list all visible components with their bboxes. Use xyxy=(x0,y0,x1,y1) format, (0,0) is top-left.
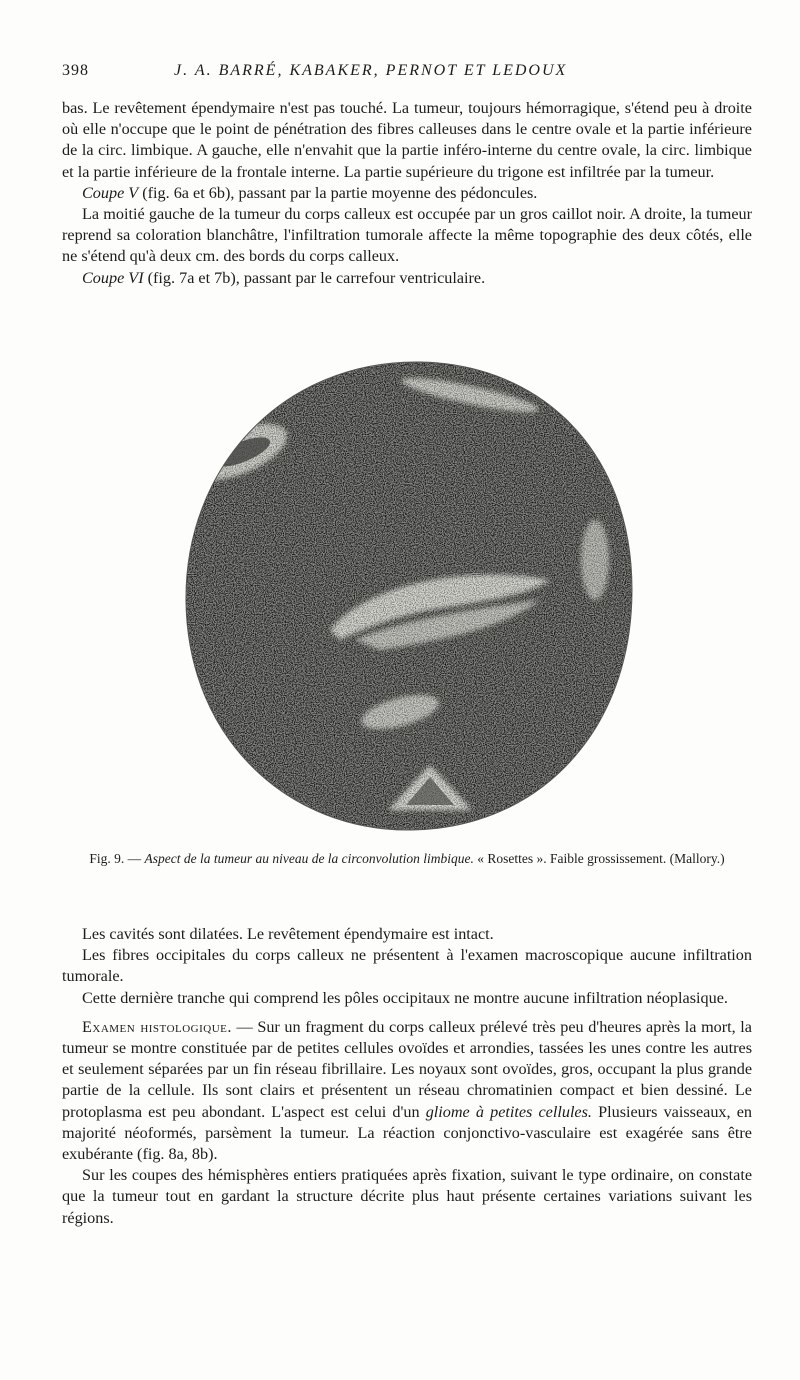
paragraph-coupe-vi xyxy=(62,268,752,289)
examen-text-a: — Sur un fragment du corps calleux prélevé très peu d'heures après la mort, la tumeur se montre constituée par de petites cellules ovoïdes et arrondies, tassées les unes contre les autres et seulement séparées par un fin réseau fibrillaire. Les noyaux sont ovoïdes, gros, occupant la plus grande partie de la cellule. Ils sont clairs et présentent un réseau chromatinien compact et bien dessiné. Le protoplasma est peu abondant. L'aspect est celui d'un xyxy=(62,1017,752,1121)
coupe-v-text: (fig. 6a et 6b), passant par la partie moyenne des pédoncules. xyxy=(138,183,538,202)
running-title: J. A. BARRÉ, KABAKER, PERNOT ET LEDOUX xyxy=(174,62,568,79)
paragraph-cavites: Les cavités sont dilatées. Le revêtement épendymaire est intact. xyxy=(82,925,494,943)
paragraph-derniere-tranche: Cette dernière tranche qui comprend les pôles occipitaux ne montre aucune infiltration néoplasique. xyxy=(82,988,728,1007)
page-number: 398 xyxy=(62,62,89,79)
paragraph-examen-histologique xyxy=(62,1017,752,1165)
coupe-vi-text: (fig. 7a et 7b), passant par le carrefour ventriculaire. xyxy=(143,268,486,287)
caption-label: Fig. 9. — xyxy=(89,851,145,866)
examen-italic: gliome à petites cellules. xyxy=(425,1102,592,1121)
micrograph-figure xyxy=(180,340,640,840)
caption-rest: « Rosettes ». Faible grossissement. (Mallory.) xyxy=(473,851,725,866)
figure-caption xyxy=(62,850,752,867)
caption-italic: Aspect de la tumeur au niveau de la circonvolution limbique. xyxy=(144,851,474,866)
micrograph-image xyxy=(180,340,640,840)
paragraph-caillot: La moitié gauche de la tumeur du corps calleux est occupée par un gros caillot noir. A droite, la tumeur reprend sa coloration blanchâtre, l'infiltration tumorale affecte la même topographie des deux côtés, elle ne s'étend qu'à deux cm. des bords du corps calleux. xyxy=(62,205,752,266)
section-heading-examen: Examen histologique. xyxy=(82,1017,232,1036)
coupe-vi-label: Coupe VI xyxy=(82,268,144,287)
paragraph-fibres-occipitales: Les fibres occipitales du corps calleux ne présentent à l'examen macroscopique aucune infiltration tumorale. xyxy=(62,946,752,986)
paragraph-coupe-v xyxy=(62,183,752,204)
bottom-text-block xyxy=(62,924,752,1229)
paragraph-coupes-hemispheres: Sur les coupes des hémisphères entiers pratiquées après fixation, suivant le type ordinaire, on constate que la tumeur tout en gardant la structure décrite plus haut présente certaines variations suivant les régions. xyxy=(62,1166,752,1227)
paragraph-continuation: bas. Le revêtement épendymaire n'est pas touché. La tumeur, toujours hémorragique, s'étend peu à droite où elle n'occupe que le point de pénétration des fibres calleuses dans le centre ovale et la partie inférieure de la circ. limbique. A gauche, elle n'envahit que la partie inféro-interne du centre ovale, la circ. limbique et la partie inférieure de la frontale interne. La partie supérieure du trigone est infiltrée par la tumeur. xyxy=(62,99,752,181)
top-text-block xyxy=(62,98,752,289)
coupe-v-label: Coupe V xyxy=(82,183,139,202)
examen-text-b: Plusieurs vaisseaux, en majorité néoformés, parsèment la tumeur. La réaction conjonctivo-vasculaire est exagérée sans être exubérante (fig. 8a, 8b). xyxy=(62,1102,752,1164)
running-head xyxy=(62,62,752,86)
